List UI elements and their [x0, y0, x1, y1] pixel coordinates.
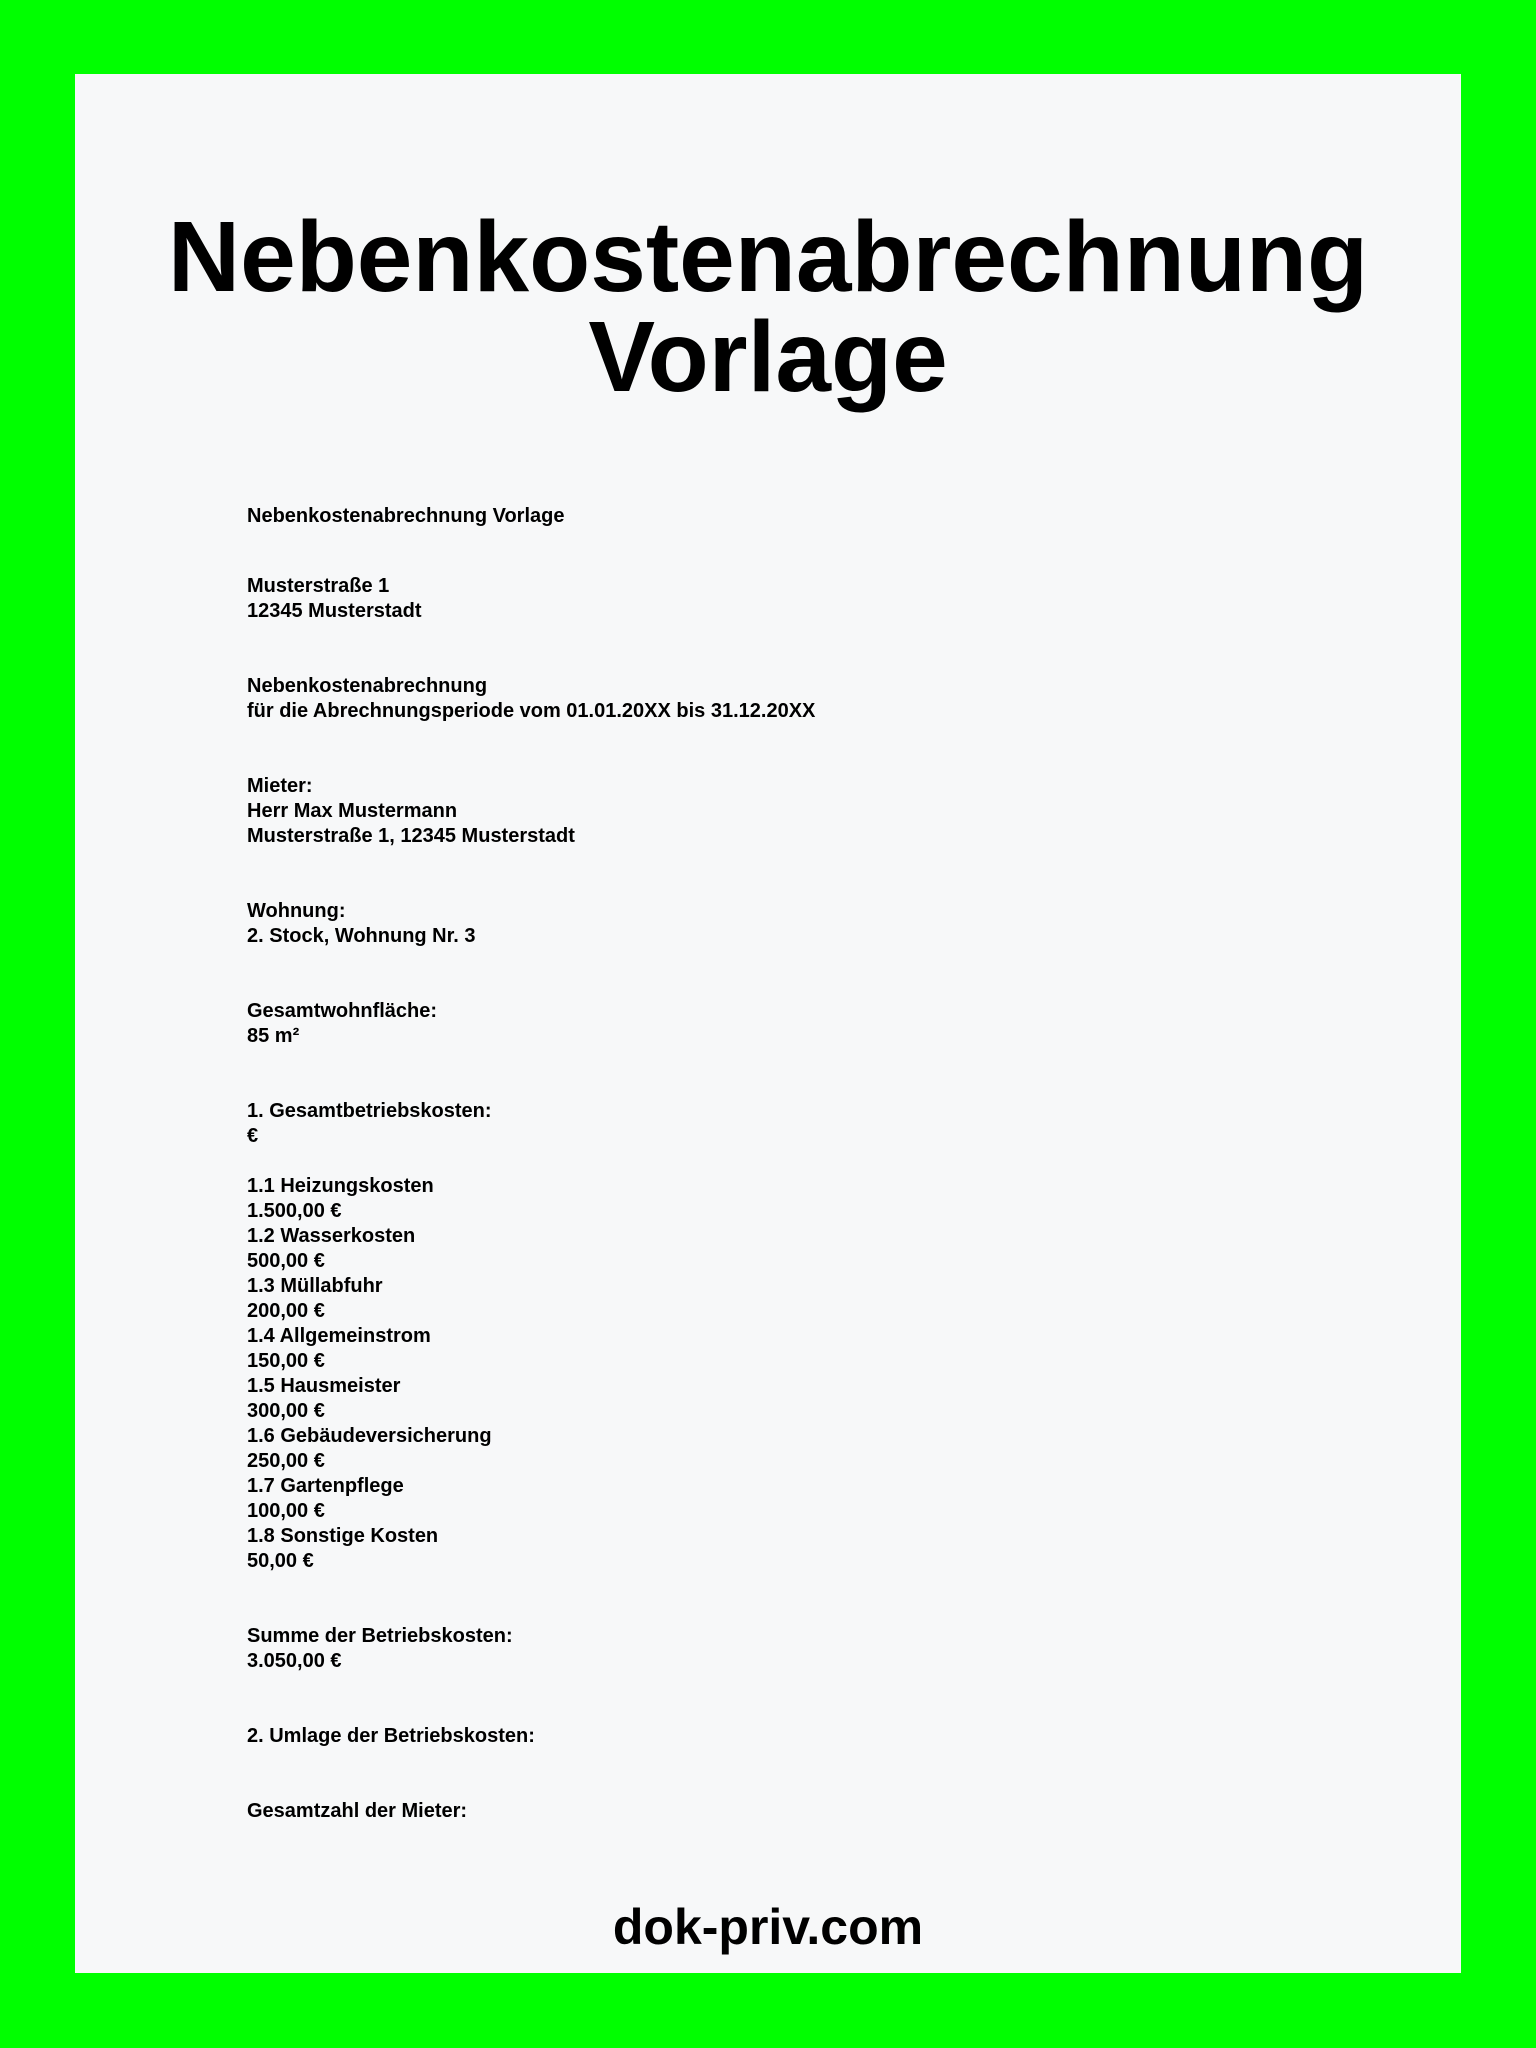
total-costs-currency: €: [247, 1125, 259, 1147]
landlord-street: Musterstraße 1: [247, 575, 390, 597]
apartment-value: 2. Stock, Wohnung Nr. 3: [247, 925, 476, 947]
tenant-heading: Mieter:: [247, 775, 313, 797]
cost-item-label: 1.5 Hausmeister: [247, 1375, 401, 1397]
cost-item-amount: 250,00 €: [247, 1450, 325, 1472]
landlord-city: 12345 Musterstadt: [247, 600, 422, 622]
living-area-block: [247, 999, 1461, 1049]
page-title-line2: Vorlage: [588, 301, 948, 413]
document-label-text: Nebenkostenabrechnung Vorlage: [247, 505, 565, 527]
cost-item-amount: 100,00 €: [247, 1500, 325, 1522]
sum-amount: 3.050,00 €: [247, 1650, 342, 1672]
cost-item-amount: 1.500,00 €: [247, 1200, 342, 1222]
cost-item-label: 1.7 Gartenpflege: [247, 1475, 404, 1497]
footer-site-name: dok-priv.com: [612, 1899, 924, 1955]
tenant-name: Herr Max Mustermann: [247, 800, 458, 822]
cost-item-label: 1.6 Gebäudeversicherung: [247, 1425, 492, 1447]
page-title: [75, 201, 1461, 413]
cost-item-amount: 200,00 €: [247, 1300, 325, 1322]
statement-subject-title: Nebenkostenabrechnung: [247, 675, 488, 697]
document-body: [75, 504, 1461, 1824]
tenant-count-block: [247, 1799, 1461, 1824]
document-label: [247, 504, 1461, 529]
tenant-count-heading: Gesamtzahl der Mieter:: [247, 1800, 468, 1822]
cost-item-label: 1.3 Müllabfuhr: [247, 1275, 383, 1297]
document-page: [75, 74, 1461, 1973]
total-costs-heading-block: [247, 1099, 1461, 1149]
allocation-heading-block: [247, 1724, 1461, 1749]
cost-item-amount: 500,00 €: [247, 1250, 325, 1272]
sum-block: [247, 1624, 1461, 1674]
total-costs-heading: 1. Gesamtbetriebskosten:: [247, 1100, 492, 1122]
cost-item-label: 1.2 Wasserkosten: [247, 1225, 416, 1247]
cost-item-amount: 300,00 €: [247, 1400, 325, 1422]
statement-subject: [247, 674, 1461, 724]
sum-heading: Summe der Betriebskosten:: [247, 1625, 513, 1647]
living-area-value: 85 m²: [247, 1025, 300, 1047]
tenant-block: [247, 774, 1461, 849]
cost-list: [247, 1174, 1461, 1574]
cost-item-label: 1.8 Sonstige Kosten: [247, 1525, 439, 1547]
page-title-line1: Nebenkostenabrechnung: [167, 201, 1369, 313]
landlord-address: [247, 574, 1461, 624]
cost-item-amount: 50,00 €: [247, 1550, 314, 1572]
statement-period: für die Abrechnungsperiode vom 01.01.20XX bis 31.12.20XX: [247, 700, 816, 722]
tenant-address: Musterstraße 1, 12345 Musterstadt: [247, 825, 575, 847]
cost-item-label: 1.4 Allgemeinstrom: [247, 1325, 431, 1347]
apartment-heading: Wohnung:: [247, 900, 346, 922]
living-area-heading: Gesamtwohnfläche:: [247, 1000, 438, 1022]
cost-item-label: 1.1 Heizungskosten: [247, 1175, 434, 1197]
footer: [75, 1899, 1461, 1955]
allocation-heading: 2. Umlage der Betriebskosten:: [247, 1725, 535, 1747]
cost-item-amount: 150,00 €: [247, 1350, 325, 1372]
apartment-block: [247, 899, 1461, 949]
